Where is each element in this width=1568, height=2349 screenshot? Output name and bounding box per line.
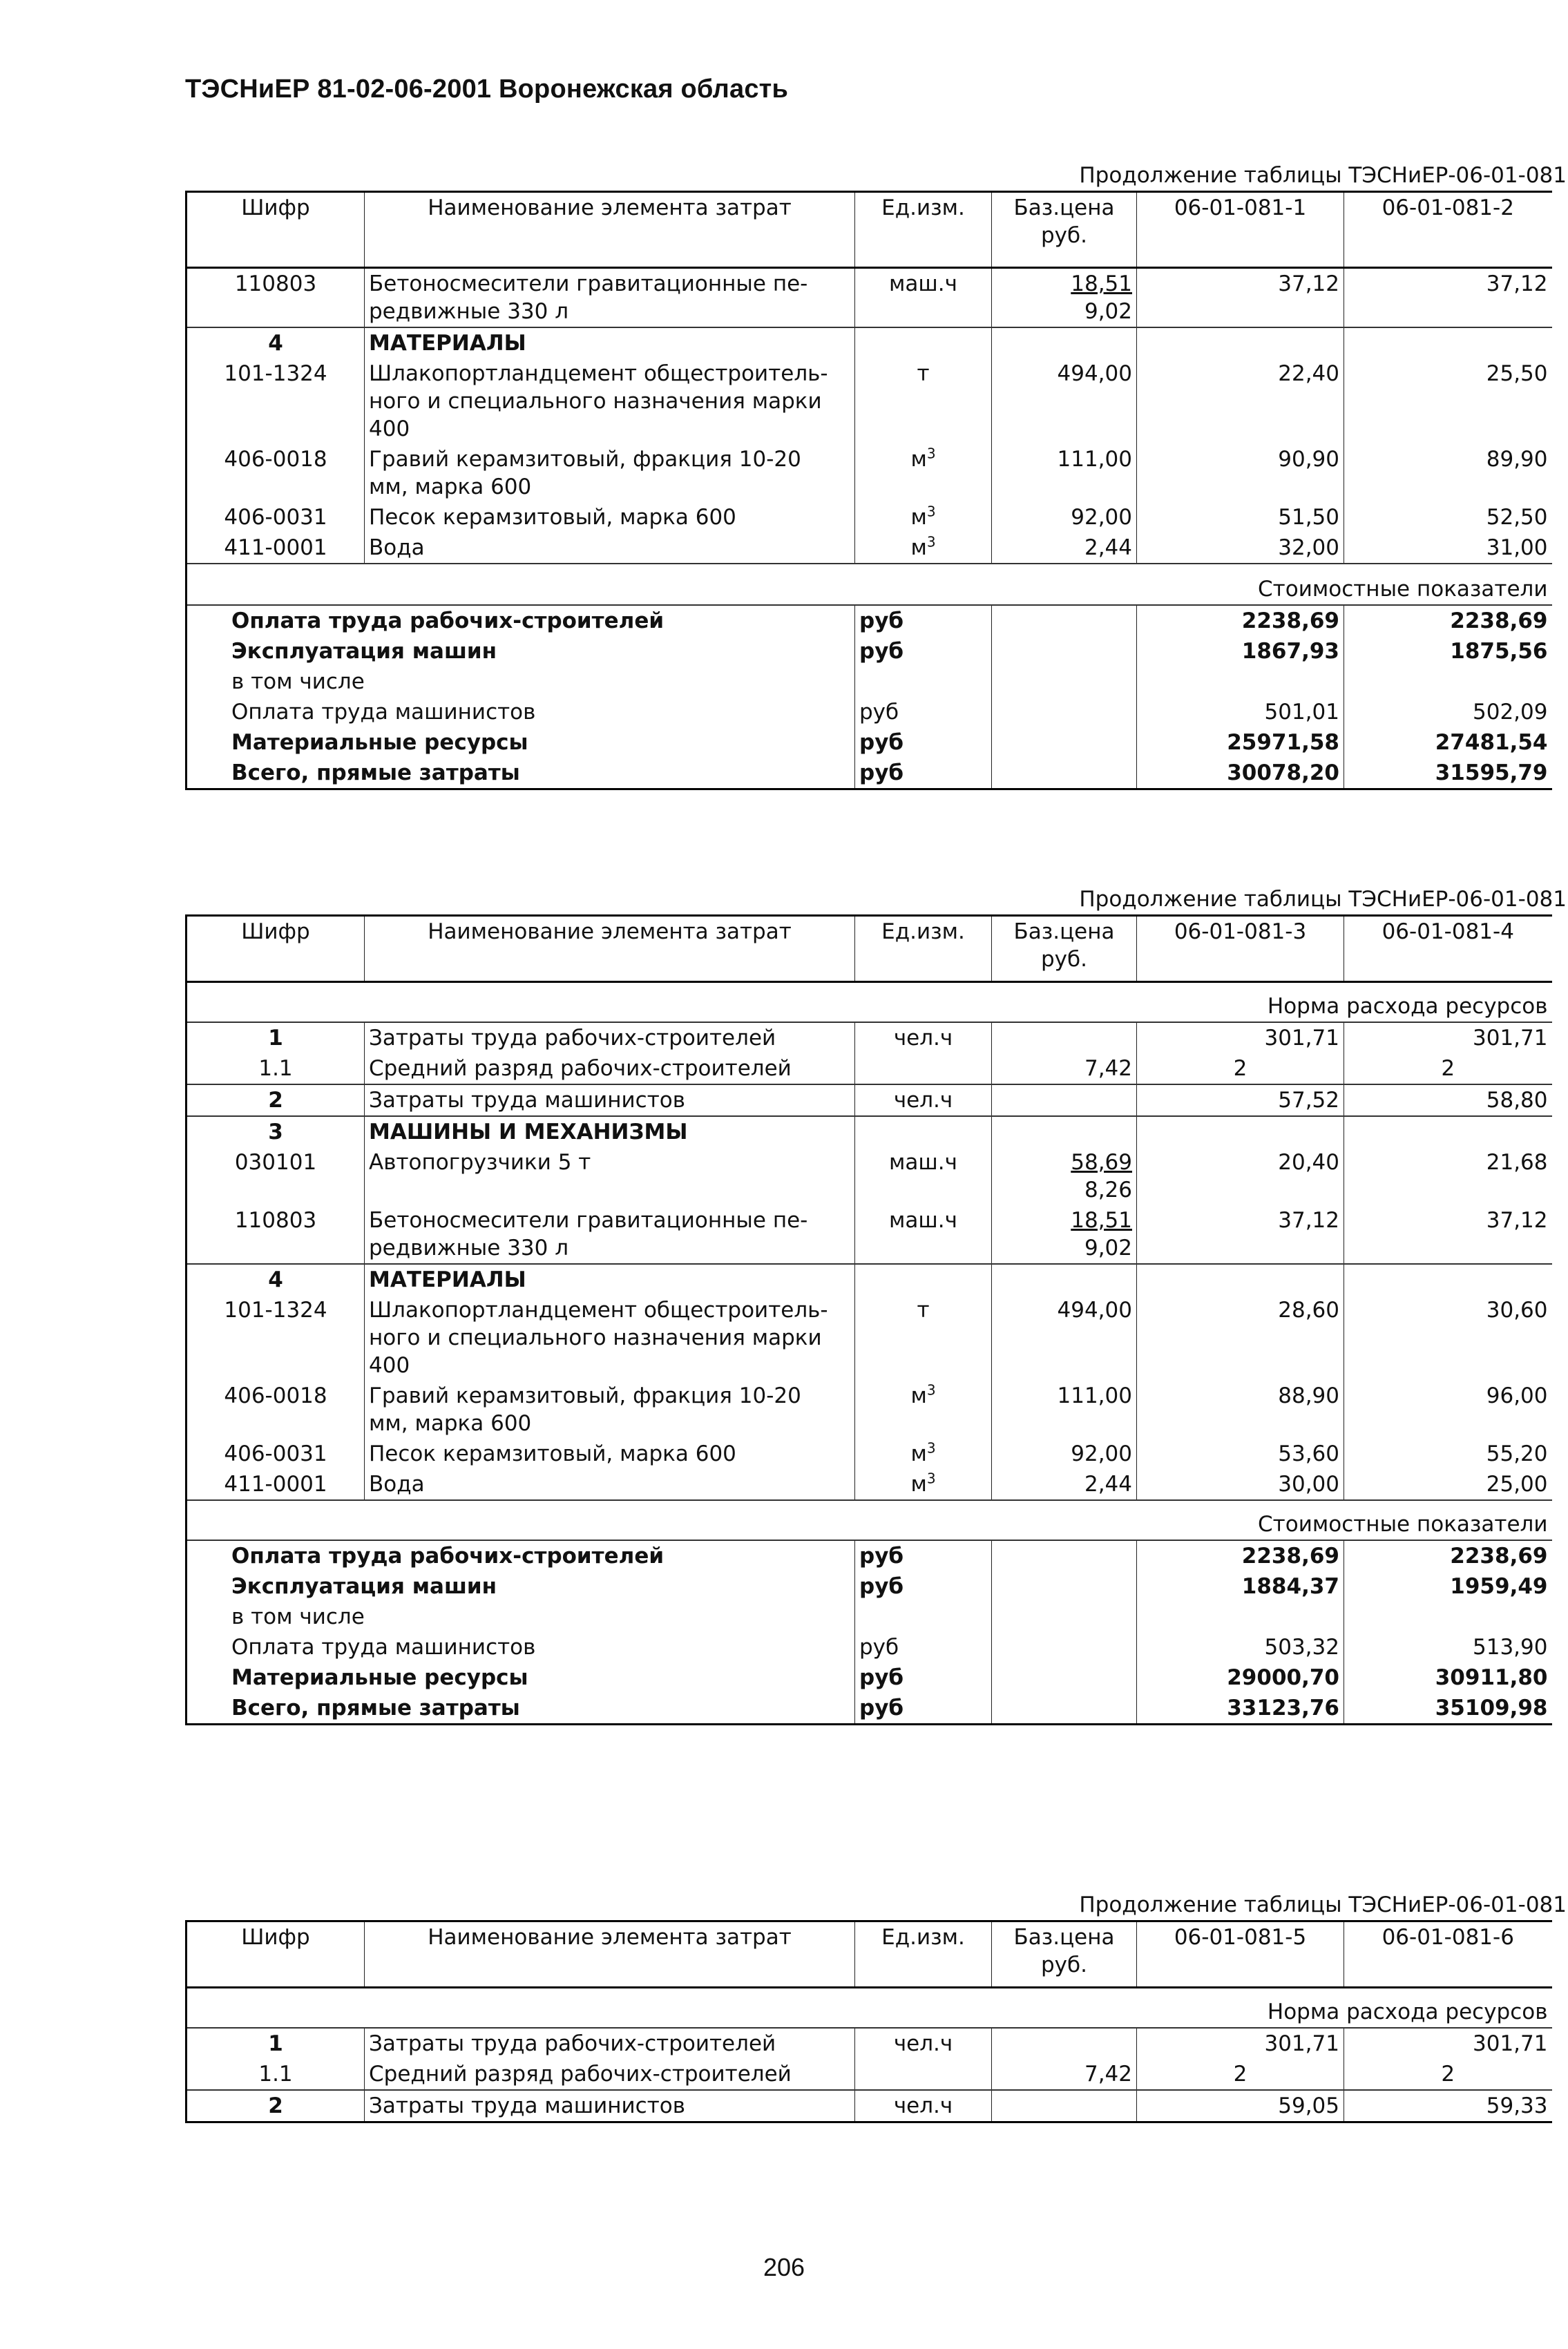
table-row: 1.1 Средний разряд рабочих-строителей 7,42 2 2: [187, 1053, 1552, 1084]
section-header-materials: 4 МАТЕРИАЛЫ: [187, 1264, 1552, 1295]
cost-banner-row: Стоимостные показатели: [187, 564, 1552, 605]
cost-row: Оплата труда машинистов руб 501,01 502,09: [187, 697, 1552, 727]
table-row: 2 Затраты труда машинистов чел.ч 57,52 58,80: [187, 1084, 1552, 1116]
table-row: 411-0001 Вода $м^3$ 2,44 30,00 25,00: [187, 1469, 1552, 1500]
table-row: 406-0018 Гравий керамзитовый, фракция 10-20 мм, марка 600 $м^3$ 111,00 90,90 89,90: [187, 444, 1552, 502]
table-row: 030101 Автопогрузчики 5 т маш.ч 58,69 8,26 20,40 21,68: [187, 1147, 1552, 1205]
norm-banner-row: Норма расхода ресурсов: [187, 1988, 1552, 2028]
table-caption: Продолжение таблицы ТЭСНиЕР-06-01-081: [1079, 887, 1567, 912]
table-row: 2 Затраты труда машинистов чел.ч 59,05 59,33: [187, 2090, 1552, 2122]
section-header-machines: 3 МАШИНЫ И МЕХАНИЗМЫ: [187, 1116, 1552, 1147]
cost-row: Оплата труда машинистов руб 503,32 513,90: [187, 1632, 1552, 1662]
table-row: 101-1324 Шлакопортландцемент общестроитель- ного и специального назначения марки 400 т 494,00 22,40 25,50: [187, 358, 1552, 444]
header-col-b: 06-01-081-2: [1344, 192, 1552, 268]
cost-row: Материальные ресурсы руб 29000,70 30911,80: [187, 1662, 1552, 1693]
table-caption: Продолжение таблицы ТЭСНиЕР-06-01-081: [1079, 163, 1567, 188]
table-row: 406-0031 Песок керамзитовый, марка 600 $м^3$ 92,00 53,60 55,20: [187, 1439, 1552, 1469]
table-row: 411-0001 Вода $м^3$ 2,44 32,00 31,00: [187, 533, 1552, 564]
machine-row: 110803 Бетоносмесители гравитационные пе- редвижные 330 л маш.ч 18,51 9,02 37,12 37,12: [187, 268, 1552, 328]
cost-row: Эксплуатация машин руб 1884,37 1959,49: [187, 1571, 1552, 1602]
header-col-a: 06-01-081-1: [1137, 192, 1344, 268]
table-header-row: Шифр Наименование элемента затрат Ед.изм. Баз.цена руб. 06-01-081-5 06-01-081-6: [187, 1921, 1552, 1988]
cost-row: Материальные ресурсы руб 25971,58 27481,54: [187, 727, 1552, 758]
cost-row: Всего, прямые затраты руб 30078,20 31595,79: [187, 758, 1552, 789]
cost-row: Всего, прямые затраты руб 33123,76 35109,98: [187, 1693, 1552, 1725]
page-title: ТЭСНиЕР 81-02-06-2001 Воронежская область: [185, 75, 789, 104]
table-header-row: Шифр Наименование элемента затрат Ед.изм. Баз.цена руб. 06-01-081-3 06-01-081-4: [187, 916, 1552, 982]
resource-table-3: [185, 1920, 1552, 2123]
cost-banner-row: Стоимостные показатели: [187, 1500, 1552, 1540]
table-row: 406-0031 Песок керамзитовый, марка 600 $м^3$ 92,00 51,50 52,50: [187, 502, 1552, 533]
cost-row: в том числе: [187, 1602, 1552, 1632]
table-caption: Продолжение таблицы ТЭСНиЕР-06-01-081: [1079, 1892, 1567, 1917]
table-row: 110803 Бетоносмесители гравитационные пе- редвижные 330 л маш.ч 18,51 9,02 37,12 37,12: [187, 1205, 1552, 1264]
table-row: 1.1 Средний разряд рабочих-строителей 7,42 2 2: [187, 2059, 1552, 2090]
resource-table-2: [185, 914, 1552, 1725]
table-row: 101-1324 Шлакопортландцемент общестроитель- ного и специального назначения марки 400 т 494,00 28,60 30,60: [187, 1295, 1552, 1381]
norm-banner-row: Норма расхода ресурсов: [187, 982, 1552, 1022]
cost-row: в том числе: [187, 667, 1552, 697]
page-number: 206: [763, 2253, 805, 2281]
header-name: Наименование элемента затрат: [365, 192, 855, 268]
header-price: Баз.цена руб.: [992, 192, 1137, 268]
header-unit: Ед.изм.: [855, 192, 992, 268]
cost-row: Оплата труда рабочих-строителей руб 2238,69 2238,69: [187, 1540, 1552, 1571]
table-header-row: [187, 192, 1552, 268]
table-row: 1 Затраты труда рабочих-строителей чел.ч 301,71 301,71: [187, 2028, 1552, 2059]
table-row: 1 Затраты труда рабочих-строителей чел.ч 301,71 301,71: [187, 1022, 1552, 1053]
header-code: Шифр: [187, 192, 365, 268]
section-header-materials: 4 МАТЕРИАЛЫ: [187, 327, 1552, 358]
table-row: 406-0018 Гравий керамзитовый, фракция 10-20 мм, марка 600 $м^3$ 111,00 88,90 96,00: [187, 1381, 1552, 1439]
cost-row: Эксплуатация машин руб 1867,93 1875,56: [187, 636, 1552, 667]
resource-table-1: [185, 191, 1552, 790]
cost-row: Оплата труда рабочих-строителей руб 2238,69 2238,69: [187, 605, 1552, 636]
